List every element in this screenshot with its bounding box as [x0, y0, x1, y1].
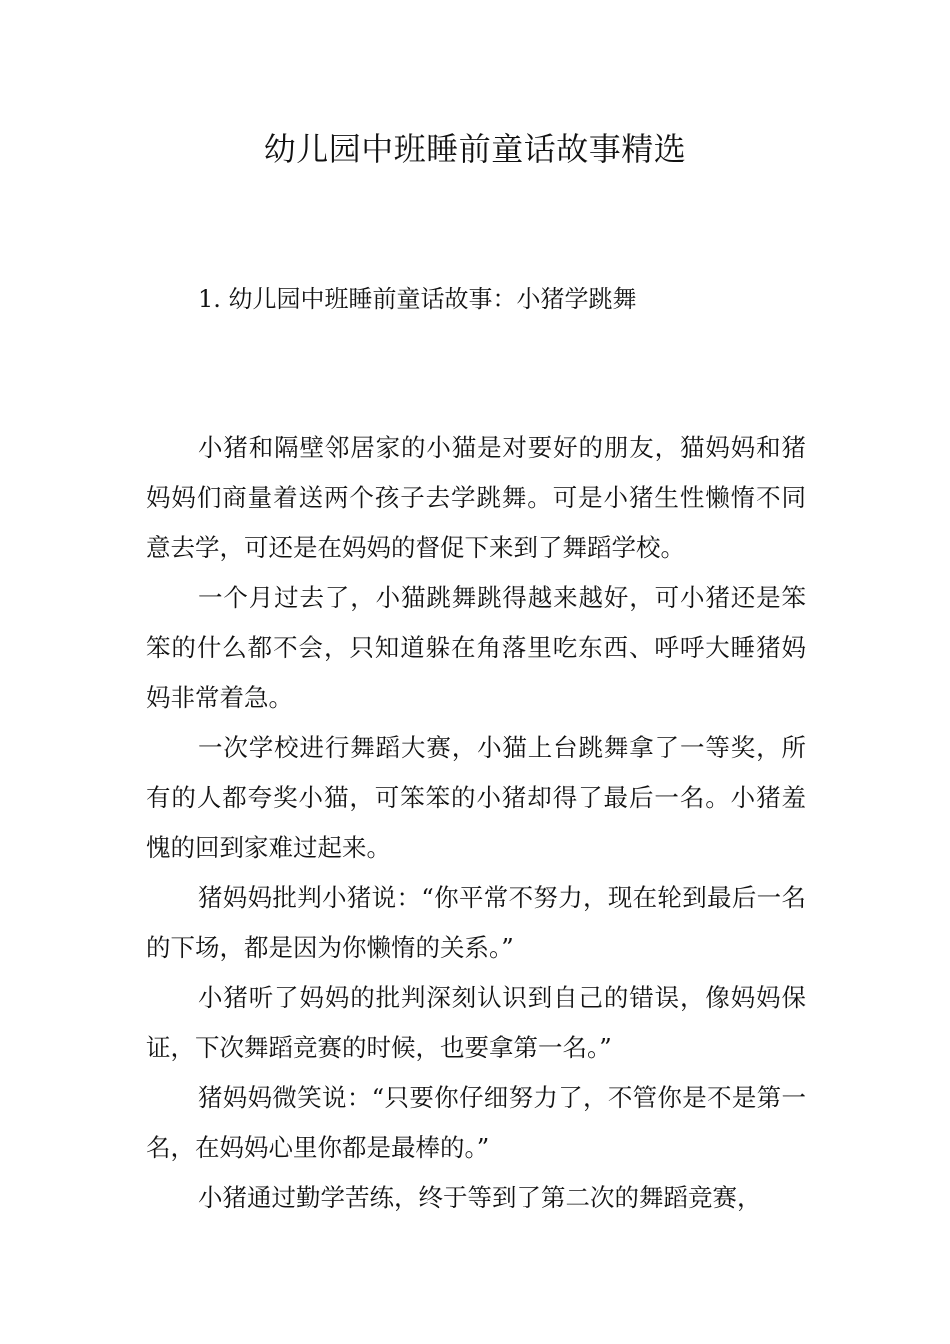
paragraph: 小猪通过勤学苦练，终于等到了第二次的舞蹈竞赛， [198, 1183, 762, 1212]
paragraph: 一个月过去了，小猫跳舞跳得越来越好，可小猪还是笨笨的什么都不会，只知道躲在角落里吃东西、呼呼大睡猪妈妈非常着急。 [146, 583, 806, 712]
story-body [146, 423, 806, 1223]
paragraph: 一次学校进行舞蹈大赛，小猫上台跳舞拿了一等奖，所有的人都夸奖小猫，可笨笨的小猪却得了最后一名。小猪羞愧的回到家难过起来。 [146, 733, 806, 862]
paragraph: 小猪听了妈妈的批判深刻认识到自己的错误，像妈妈保证，下次舞蹈竞赛的时候，也要拿第一名。” [146, 983, 806, 1062]
paragraph: 小猪和隔壁邻居家的小猫是对要好的朋友，猫妈妈和猪妈妈们商量着送两个孩子去学跳舞。可是小猪生性懒惰不同意去学，可还是在妈妈的督促下来到了舞蹈学校。 [146, 433, 806, 562]
document-title: 幼儿园中班睡前童话故事精选 [263, 130, 687, 168]
paragraph: 猪妈妈批判小猪说：“你平常不努力，现在轮到最后一名的下场，都是因为你懒惰的关系。” [146, 883, 806, 962]
section-heading: 1. 幼儿园中班睡前童话故事：小猪学跳舞 [198, 285, 637, 313]
paragraph: 猪妈妈微笑说：“只要你仔细努力了，不管你是不是第一名，在妈妈心里你都是最棒的。” [146, 1083, 806, 1162]
